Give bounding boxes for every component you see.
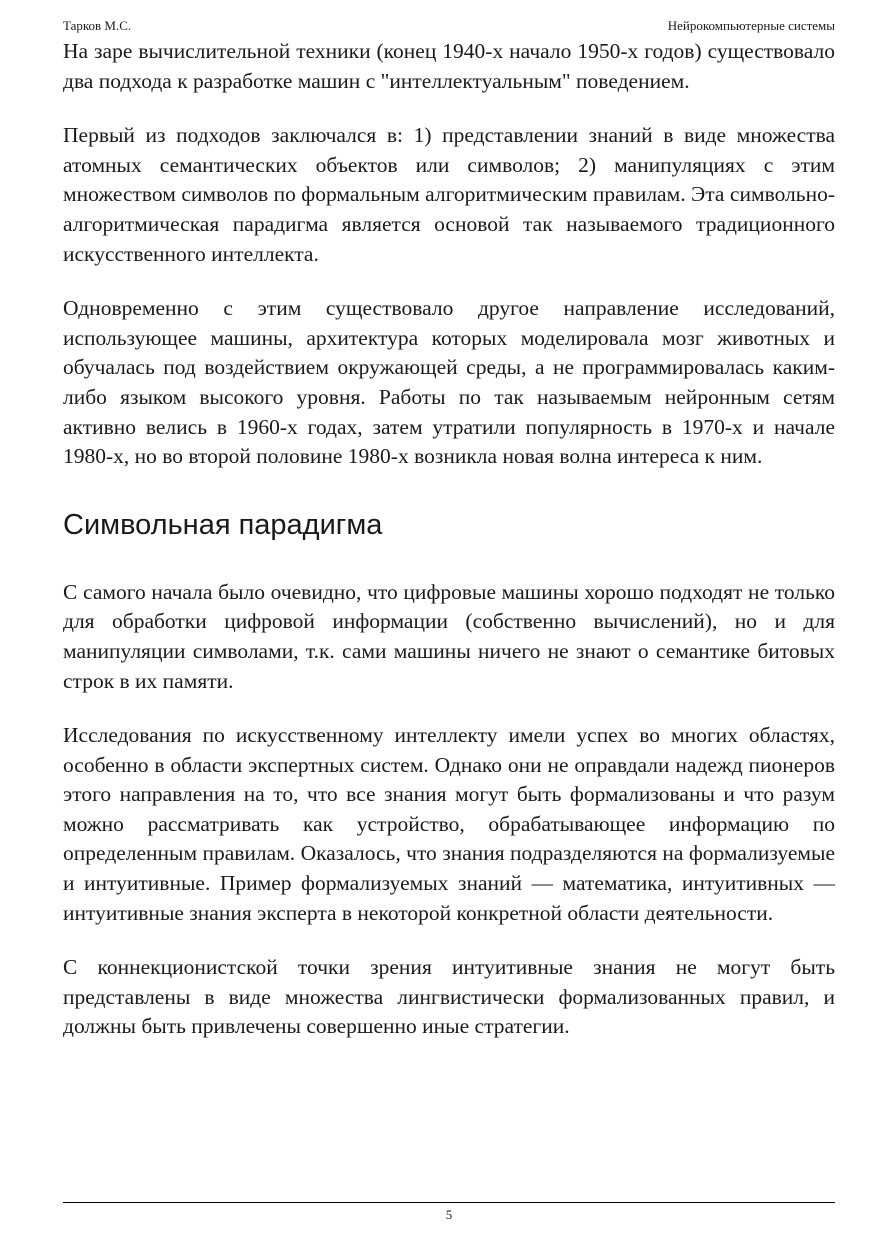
page-content [63, 37, 835, 1042]
page-number: 5 [445, 1207, 453, 1222]
paragraph: Первый из подходов заключался в: 1) представлении знаний в виде множества атомных семантических объектов или символов; 2) манипуляциях с этим множеством символов по формальным алгоритмическим правилам. Эта символьно-алгоритмическая парадигма является основой так называемого традиционного искусственного интеллекта. [63, 123, 835, 266]
section-heading: Символьная парадигма [63, 508, 383, 541]
footer-divider [63, 1202, 835, 1203]
paragraph: Одновременно с этим существовало другое направление исследований, использующее машины, архитектура которых моделировала мозг животных и обучалась под воздействием окружающей среды, а не программировалась каким-либо языком высокого уровня. Работы по так называемым нейронным сетям активно велись в 1960-х годах, затем утратили популярность в 1970-х и начале 1980-х, но во второй половине 1980-х возникла новая волна интереса к ним. [63, 296, 835, 469]
paragraph: На заре вычислительной техники (конец 1940-х начало 1950-х годов) существовало два подхода к разработке машин с "интеллектуальным" поведением. [63, 39, 835, 93]
paragraph: С самого начала было очевидно, что цифровые машины хорошо подходят не только для обработки цифровой информации (собственно вычислений), но и для манипуляции символами, т.к. сами машины ничего не знают о семантике битовых строк в их памяти. [63, 579, 835, 693]
page-header [63, 17, 835, 35]
document-page [63, 0, 835, 1241]
header-title: Нейрокомпьютерные системы [667, 18, 835, 33]
paragraph: С коннекционистской точки зрения интуитивные знания не могут быть представлены в виде множества лингвистически формализованных правил, и должны быть привлечены совершенно иные стратегии. [63, 955, 835, 1039]
header-author: Тарков М.С. [63, 18, 132, 33]
paragraph: Исследования по искусственному интеллекту имели успех во многих областях, особенно в области экспертных систем. Однако они не оправдали надежд пионеров этого направления на то, что все знания могут быть формализованы и что разум можно рассматривать как устройство, обрабатывающее информацию по определенным правилам. Оказалось, что знания подразделяются на формализуемые и интуитивные. Пример формализуемых знаний — математика, интуитивных — интуитивные знания эксперта в некоторой конкретной области деятельности. [63, 723, 835, 925]
